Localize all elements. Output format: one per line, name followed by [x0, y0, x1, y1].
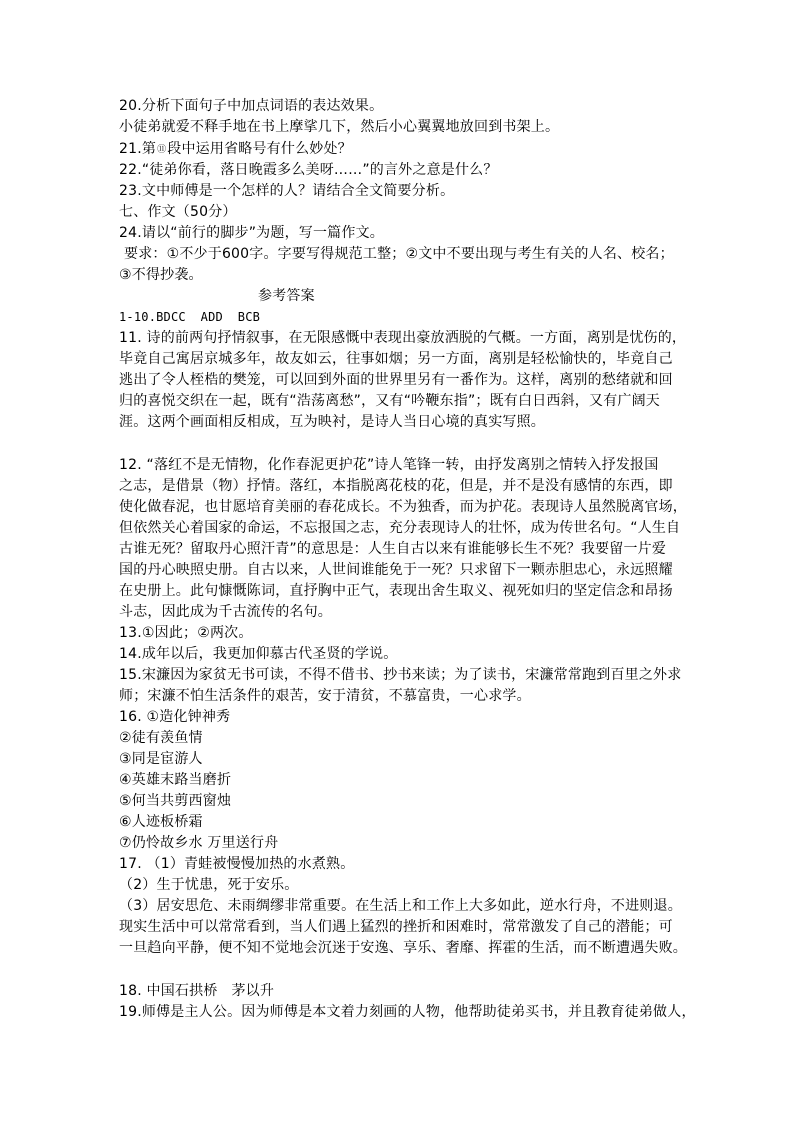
answer-16-item: ③同是宦游人: [119, 751, 203, 767]
question-21-prefix: 21.第: [119, 141, 157, 157]
answer-11-line: 逃出了令人桎梏的樊笼，可以回到外面的世界里另有一番作为。这样，离别的愁绪就和回: [119, 372, 673, 388]
answer-17-line: （3）居安思危、未雨绸缪非常重要。在生活上和工作上大多如此，逆水行舟，不进则退。: [119, 898, 682, 914]
answer-11-line: 毕竟自己寓居京城多年，故友如云，往事如烟；另一方面，离别是轻松愉快的，毕竟自己: [119, 351, 673, 367]
answer-11-line: 归的喜悦交织在一起，既有“浩荡离愁”，又有“吟鞭东指”；既有白日西斜，又有广阔天: [119, 393, 661, 409]
question-22: 22.“徒弟你看，落日晚霞多么美呀……”的言外之意是什么？: [119, 162, 498, 178]
answer-13: 13.①因此；②两次。: [119, 625, 253, 641]
answer-17-line: （2）生于忧患，死于安乐。: [119, 877, 299, 893]
paragraph-number-11: ⑪: [157, 145, 167, 155]
answer-12-line: 但依然关心着国家的命运，不忘报国之志，充分表现诗人的壮怀，成为传世名句。“人生自: [119, 520, 681, 536]
answer-17-line: 现实生活中可以常常看到，当人们遇上猛烈的挫折和困难时，常常激发了自己的潜能；可: [119, 919, 673, 935]
answer-17-line: 17. （1）青蛙被慢慢加热的水煮熟。: [119, 856, 355, 872]
answer-16-item: ②徒有羡鱼情: [119, 730, 203, 746]
answer-12-line: 使化做春泥，也甘愿培育美丽的春花成长。不为独香，而为护花。表现诗人虽然脱离官场，: [119, 499, 687, 515]
question-21-suffix: 段中运用省略号有什么妙处？: [167, 141, 352, 157]
answer-11-line: 11. 诗的前两句抒情叙事，在无限感慨中表现出豪放洒脱的气概。一方面，离别是忧伤的，: [119, 330, 687, 346]
question-21: [119, 139, 352, 160]
section-7-heading: 七、作文（50分）: [119, 204, 237, 220]
answer-12-line: 之志，是借景（物）抒情。落红，本指脱离花枝的花，但是，并不是没有感情的东西，即: [119, 478, 673, 494]
answer-16-item: ④英雄末路当磨折: [119, 772, 232, 788]
answer-12-line: 12. “落红不是无情物，化作春泥更护花”诗人笔锋一转，由抒发离别之情转入抒发报国: [119, 457, 659, 473]
answer-19: 19.师傅是主人公。因为师傅是本文着力刻画的人物，他帮助徒弟买书，并且教育徒弟做人，: [119, 1004, 696, 1020]
answer-16-item: ⑤何当共剪西窗烛: [119, 793, 232, 809]
answer-15-line: 15.宋濂因为家贫无书可读，不得不借书、抄书来读；为了读书，宋濂常常跑到百里之外求: [119, 667, 682, 683]
answer-key-heading: 参考答案: [258, 288, 315, 304]
answer-11-line: 涯。这两个画面相反相成，互为映衬，是诗人当日心境的真实写照。: [119, 414, 545, 430]
answer-14: 14.成年以后，我更加仰慕古代圣贤的学说。: [119, 646, 398, 662]
answer-12-line: 国的丹心映照史册。自古以来，人世间谁能免于一死？只求留下一颗赤胆忠心，永远照耀: [119, 562, 673, 578]
essay-requirements-line-1: 要求：①不少于600字。字要写得规范工整；②文中不要出现与考生有关的人名、校名；: [124, 246, 674, 262]
answer-17-line: 一旦趋向平静，便不知不觉地会沉迷于安逸、享乐、奢靡、挥霍的生活，而不断遭遇失败。: [119, 940, 687, 956]
question-20: 20.分析下面句子中加点词语的表达效果。: [119, 98, 384, 114]
answer-12-line: 古谁无死？留取丹心照汗青”的意思是：人生自古以来有谁能够长生不死？我要留一片爱: [119, 541, 667, 557]
answer-16-item: ⑥人迹板桥霜: [119, 814, 203, 830]
question-24: 24.请以“前行的脚步”为题，写一篇作文。: [119, 225, 384, 241]
answer-12-line: 在史册上。此句慷慨陈词，直抒胸中正气，表现出舍生取义、视死如归的坚定信念和昂扬: [119, 583, 673, 599]
answer-15-line: 师；宋濂不怕生活条件的艰苦，安于清贫，不慕富贵，一心求学。: [119, 688, 531, 704]
answer-16-item: ⑦仍怜故乡水 万里送行舟: [119, 835, 279, 851]
answer-12-line: 斗志，因此成为千古流传的名句。: [119, 604, 332, 620]
answer-1-10: 1-10.BDCC ADD BCB: [119, 310, 261, 324]
question-23: 23.文中师傅是一个怎样的人？请结合全文简要分析。: [119, 183, 455, 199]
answer-16-item: 16. ①造化钟神秀: [119, 709, 231, 725]
essay-requirements-line-2: ③不得抄袭。: [119, 267, 203, 283]
question-20-sentence: 小徒弟就爱不释手地在书上摩挲几下，然后小心翼翼地放回到书架上。: [119, 119, 560, 135]
answer-18: 18. 中国石拱桥 茅以升: [119, 983, 275, 999]
